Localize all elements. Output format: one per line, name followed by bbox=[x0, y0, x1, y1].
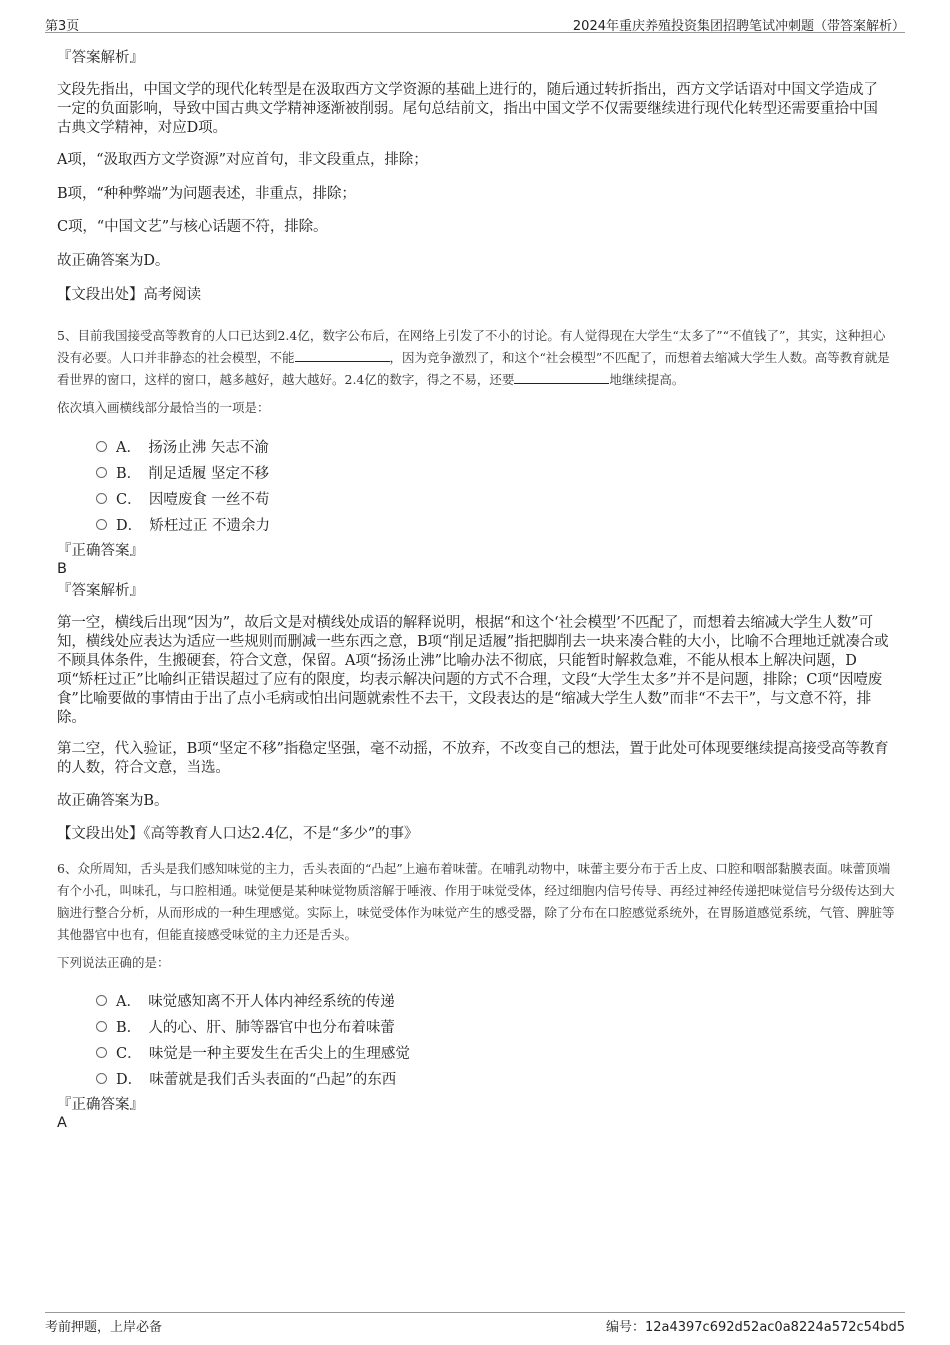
radio-button[interactable] bbox=[96, 467, 107, 478]
page-number: 第3页 bbox=[45, 19, 80, 34]
q5-answer-label: 『正确答案』 bbox=[57, 543, 144, 559]
radio-button[interactable] bbox=[96, 519, 107, 530]
radio-button[interactable] bbox=[96, 493, 107, 504]
q5-conclusion: 故正确答案为B。 bbox=[57, 793, 169, 809]
q5-source: 【文段出处】《高等教育人口达2.4亿，不是“多少”的事》 bbox=[57, 826, 419, 842]
radio-button[interactable] bbox=[96, 1021, 107, 1032]
q5-analysis-paragraph-1: 第一空，横线后出现“因为”，故后文是对横线处成语的解释说明，根据“和这个‘社会模型’不匹配了，而想着去缩减大学生人数”可知，横线处应表达为适应一些规则而删减一些东西之意，B项“削足适履”指把脚削去一块来凑合鞋的大小，比喻不合理地迁就凑合或不顾具体条件，生搬硬套，符合文意，保留。A项“扬汤止沸”比喻办法不彻底，只能暂时解救急难，不能从根本上解决问题，D项“矫枉过正”比喻纠正错误超过了应有的限度，均表示解决问题的方式不合理，文段“大学生太多”并不是问题，排除；C项“因噎废食”比喻要做的事情由于出了点小毛病或怕出问题就索性不去干，文段表达的是“缩减大学生人数”而非“不去干”，与文意不符，排除。 bbox=[57, 615, 889, 726]
q4-analysis-b: B项，“种种弊端”为问题表述，非重点，排除； bbox=[57, 186, 356, 202]
radio-button[interactable] bbox=[96, 1073, 107, 1084]
q4-analysis-c: C项，“中国文艺”与核心话题不符，排除。 bbox=[57, 219, 328, 235]
q4-analysis-paragraph: 文段先指出，中国文学的现代化转型是在汲取西方文学资源的基础上进行的，随后通过转折指出，西方文学话语对中国文学造成了一定的负面影响，导致中国古典文学精神逐渐被削弱。尾句总结前文，指出中国文学不仅需要继续进行现代化转型还需要重拾中国古典文学精神，对应D项。 bbox=[57, 82, 878, 136]
q5-stem: 5、目前我国接受高等教育的人口已达到2.4亿，数字公布后，在网络上引发了不小的讨论。有人觉得现在大学生“太多了”“不值钱了”，其实，这种担心没有必要。人口并非静态的社会模型，不能 ，因为竞争激烈了，和这个“社会模型”不匹配了，而想着去缩减大学生人数。高等教育就是看世界的窗口，这样的窗口，越多越好，越大越好。2.4亿的数字，得之不易，还要 地继续提高。 bbox=[57, 328, 890, 387]
radio-button[interactable] bbox=[96, 1047, 107, 1058]
q5-blank-1 bbox=[295, 349, 390, 362]
page-footer bbox=[45, 1312, 905, 1333]
q4-conclusion: 故正确答案为D。 bbox=[57, 253, 170, 269]
q4-analysis-a: A项，“汲取西方文学资源”对应首句，非文段重点，排除； bbox=[57, 152, 428, 168]
page-header bbox=[45, 12, 905, 33]
radio-button[interactable] bbox=[96, 441, 107, 452]
document-code: 编号：12a4397c692d52ac0a8224a572c54bd5 bbox=[605, 1320, 905, 1335]
q5-analysis-paragraph-2: 第二空，代入验证，B项“坚定不移”指稳定坚强，毫不动摇，不放弃，不改变自己的想法，置于此处可体现要继续提高接受高等教育的人数，符合文意，当选。 bbox=[57, 741, 889, 776]
q5-blank-2 bbox=[514, 371, 609, 384]
q6-answer-label: 『正确答案』 bbox=[57, 1097, 144, 1113]
document-title: 2024年重庆养殖投资集团招聘笔试冲刺题（带答案解析） bbox=[572, 19, 905, 34]
footer-slogan: 考前押题，上岸必备 bbox=[45, 1320, 163, 1335]
q4-analysis-label: 『答案解析』 bbox=[57, 50, 144, 66]
q6-stem: 6、众所周知，舌头是我们感知味觉的主力，舌头表面的“凸起”上遍布着味蕾。在哺乳动物中，味蕾主要分布于舌上皮、口腔和咽部黏膜表面。味蕾顶端有个小孔，叫味孔，与口腔相通。味觉便是某种味觉物质溶解于唾液、作用于味觉受体，经过细胞内信号传导、再经过神经传递把味觉信号分级传达到大脑进行整合分析，从而形成的一种生理感觉。实际上，味觉受体作为味觉产生的感受器，除了分布在口腔感觉系统外，在胃肠道感觉系统，气管、脾脏等其他器官中也有，但能直接感受味觉的主力还是舌头。 bbox=[57, 861, 895, 942]
radio-button[interactable] bbox=[96, 995, 107, 1006]
q5-answer: B bbox=[57, 561, 67, 577]
q4-source: 【文段出处】高考阅读 bbox=[57, 287, 201, 303]
q6-answer: A bbox=[57, 1115, 67, 1131]
q6-prompt: 下列说法正确的是： bbox=[57, 955, 170, 970]
q5-prompt: 依次填入画横线部分最恰当的一项是： bbox=[57, 400, 270, 415]
q5-analysis-label: 『答案解析』 bbox=[57, 583, 144, 599]
